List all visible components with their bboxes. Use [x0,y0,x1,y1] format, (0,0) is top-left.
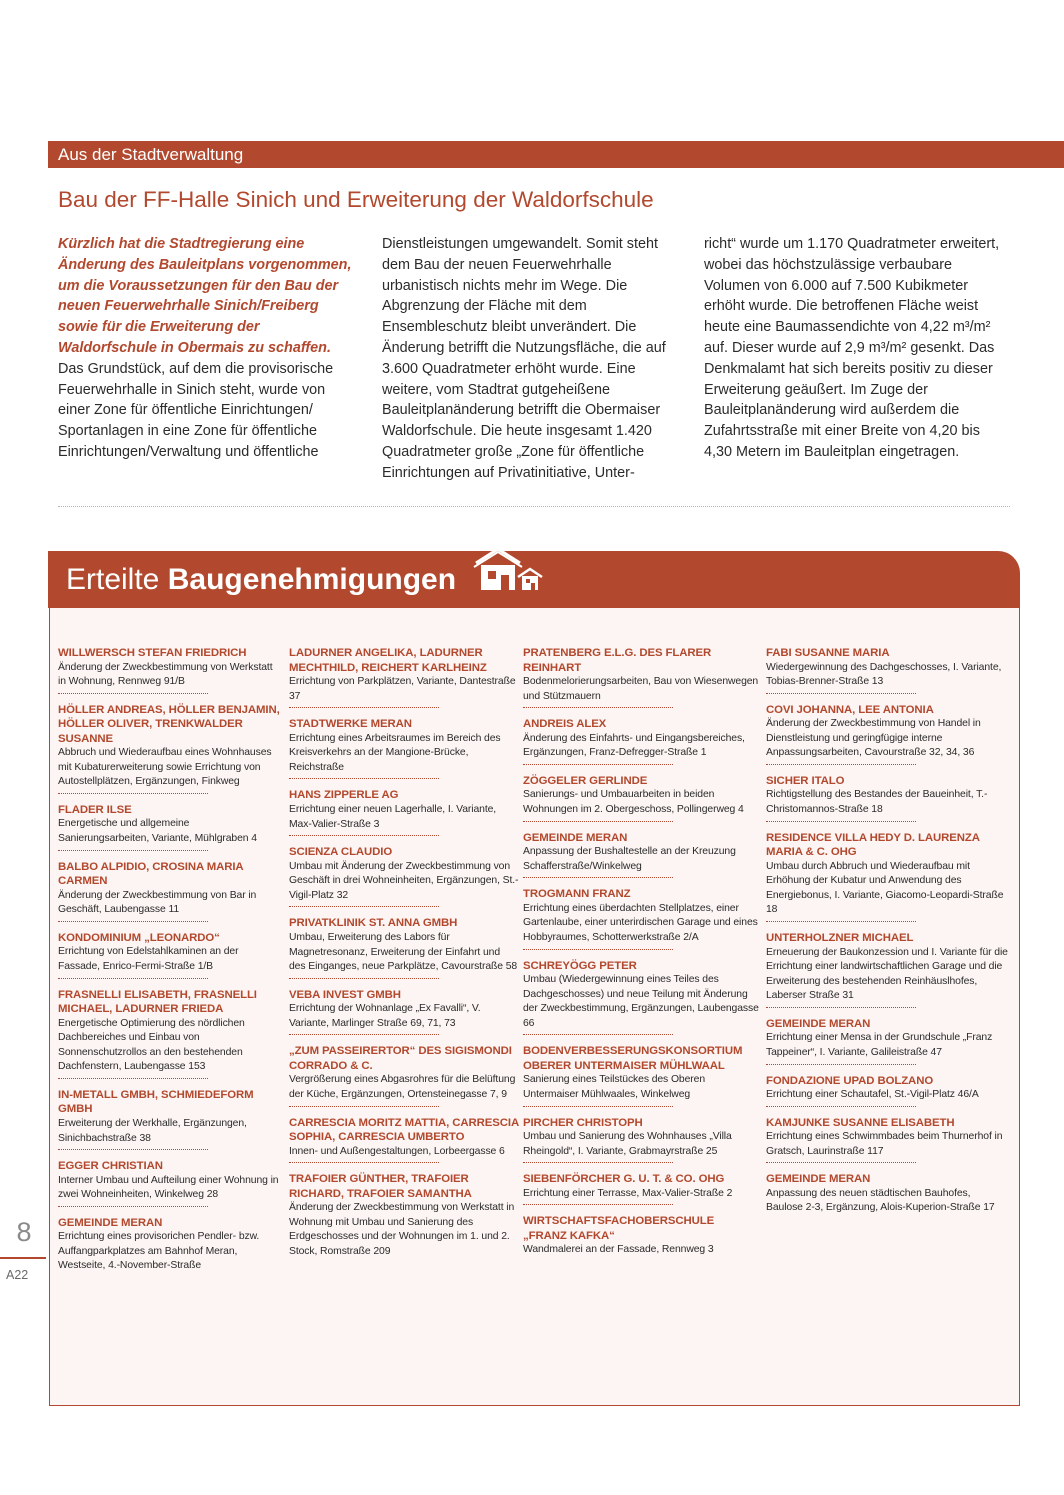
permit-description: Innen- und Außengestaltungen, Lorbeergasse 6 [289,1145,505,1157]
permit-holder: GEMEINDE MERAN [766,1017,871,1030]
permit-description: Bodenmelorierungsarbeiten, Bau von Wiesenwegen und Stützmauern [523,676,759,702]
permits-title-light: Erteilte [66,563,168,596]
permit-holder: SIEBENFÖRCHER G. U. T. & CO. OHG [523,1173,725,1186]
entry-separator [523,1204,673,1205]
permit-entry [289,1116,519,1164]
permit-entry [523,1044,759,1106]
entry-separator [58,1149,208,1150]
entry-separator [523,1106,673,1107]
permit-holder: KAMJUNKE SUSANNE ELISABETH [766,1116,955,1129]
permit-description: Änderung der Zweckbestimmung von Werkstatt in Wohnung mit Umbau und Sanierung des Erdgeschosses und der Wohnungen im 1. und 2. Stock, Romstraße 209 [289,1202,515,1257]
permit-entry [523,887,759,949]
permits-list [58,646,1018,1396]
permit-description: Umbau durch Abbruch und Wiederaufbau mit Erhöhung der Kubatur und Anwendung des Energiebonus, I. Variante, Giacomo-Leopardi-Straße 18 [766,860,1004,916]
permits-column [523,646,759,1267]
permit-holder: UNTERHOLZNER MICHAEL [766,932,914,945]
permit-description: Errichtung einer neuen Lagerhalle, I. Variante, Max-Valier-Straße 3 [289,803,497,830]
permit-entry [766,1116,1008,1164]
entry-separator [766,1064,916,1065]
permit-entry [766,1172,1008,1216]
permits-title-bold: Baugenehmigungen [167,563,457,596]
permit-entry [289,1044,519,1106]
permit-holder: PRATENBERG E.L.G. DES FLARER REINHART [523,647,712,674]
permit-holder: RESIDENCE VILLA HEDY D. LAURENZA MARIA & C. OHG [766,831,980,859]
permit-entry [58,1216,280,1274]
permit-entry [58,931,280,979]
permit-description: Errichtung von Parkplätzen, Variante, Dantestraße 37 [289,676,516,702]
entry-separator [523,877,673,878]
permit-description: Umbau mit Änderung der Zweckbestimmung von Geschäft in drei Wohneinheiten, Ergänzungen, St.-Vigil-Platz 32 [289,860,519,901]
permit-description: Errichtung einer Schautafel, St.-Vigil-Platz 46/A [766,1089,979,1101]
permit-description: Wiedergewinnung des Dachgeschosses, I. Variante, Tobias-Brenner-Straße 13 [766,661,1002,688]
permit-entry [58,1159,280,1207]
permit-entry [766,931,1008,1008]
permit-holder: KONDOMINIUM „LEONARDO“ [58,931,220,944]
entry-separator [58,1206,208,1207]
permit-holder: IN-METALL GMBH, SCHMIEDEFORM GMBH [58,1088,254,1116]
permit-entry [766,1074,1008,1107]
permit-description: Umbau, Erweiterung des Labors für Magnetresonanz, Erweiterung der Einfahrt und des Einganges, neue Parkplätze, Cavourstraße 58 [289,931,518,973]
permit-entry [766,831,1008,922]
permit-holder: FONDAZIONE UPAD BOLZANO [766,1074,934,1087]
permits-header [48,551,1020,608]
permit-entry [289,845,519,907]
permit-holder: HÖLLER ANDREAS, HÖLLER BENJAMIN, HÖLLER OLIVER, TRENKWALDER SUSANNE [58,703,280,745]
permit-description: Errichtung eines Arbeitsraumes im Bereich des Kreisverkehrs an der Mangione-Brücke, Reichstraße [289,732,501,773]
permit-holder: CARRESCIA MORITZ MATTIA, CARRESCIA SOPHIA, CARRESCIA UMBERTO [289,1116,519,1144]
permit-description: Anpassung des neuen städtischen Bauhofes, Baulose 2-3, Ergänzung, Alois-Kuperion-Straße 17 [766,1187,995,1214]
entry-separator [289,1162,439,1163]
entry-separator [58,921,208,922]
permits-column [766,646,1008,1225]
entry-separator [766,821,916,822]
entry-separator [289,707,439,708]
permit-holder: „ZUM PASSEIRERTOR“ DES SIGISMONDI CORRADO & C. [289,1045,512,1072]
permit-holder: PIRCHER CHRISTOPH [523,1116,643,1129]
permit-description: Energetische und allgemeine Sanierungsarbeiten, Variante, Mühlgraben 4 [58,818,257,845]
permit-entry [766,646,1008,694]
permit-entry [523,959,759,1036]
permit-entry [523,1172,759,1205]
permits-title [66,561,456,599]
entry-separator [58,850,208,851]
permit-description: Änderung der Zweckbestimmung von Handel in Dienstleistung und geringfügige interne Anpassungsarbeiten, Cavourstraße 32, 34, 36 [766,718,981,759]
article-column-1-text: Das Grundstück, auf dem die provisorische Feuerwehrhalle in Sinich steht, wurde von einer Zone für öffentliche Einrichtungen/ Sportanlagen in eine Zone für öffentliche Einrichtungen/Verwaltung und öffentliche [58,360,334,460]
permit-holder: HANS ZIPPERLE AG [289,789,399,802]
entry-separator [523,949,673,950]
permit-holder: SCIENZA CLAUDIO [289,846,393,859]
permit-entry [289,1172,519,1259]
permit-description: Errichtung einer Terrasse, Max-Valier-Straße 2 [523,1187,733,1199]
entry-separator [766,693,916,694]
entry-separator [766,1007,916,1008]
entry-separator [523,707,673,708]
permit-entry [58,1088,280,1150]
page-number-rule [0,1257,46,1259]
permit-holder: VEBA INVEST GMBH [289,988,401,1001]
permit-entry [766,1017,1008,1065]
article-title: Bau der FF-Halle Sinich und Erweiterung der Waldorfschule [58,187,654,212]
permit-description: Energetische Optimierung des nördlichen Dachbereiches und Einbau von Sonnenschutzrollos an den bestehenden Dachfenstern, Laubengasse 153 [58,1017,245,1073]
entry-separator [523,1162,673,1163]
permit-description: Errichtung einer Mensa in der Grundschule „Franz Tappeiner“, I. Variante, Galileistraße 47 [766,1032,993,1058]
entry-separator [289,906,439,907]
permit-holder: BODENVERBESSERUNGSKONSORTIUM OBERER UNTERMAISER MÜHLWAAL [523,1045,743,1072]
permit-description: Interner Umbau und Aufteilung einer Wohnung in zwei Wohneinheiten, Winkelweg 28 [58,1174,279,1201]
permit-description: Errichtung eines provisorichen Pendler- bzw. Auffangparkplatzes am Bahnhof Meran, Westseite, 4.-November-Straße [58,1231,260,1272]
permit-holder: SICHER ITALO [766,774,845,787]
permit-entry [289,788,519,836]
entry-separator [58,793,208,794]
permit-entry [58,646,280,694]
permit-description: Umbau und Sanierung des Wohnhauses „Villa Rheingold“, I. Variante, Grabmayrstraße 25 [523,1131,732,1157]
permit-entry [289,646,519,708]
permit-holder: GEMEINDE MERAN [58,1216,163,1229]
entry-separator [289,1106,439,1107]
entry-separator [58,978,208,979]
permit-description: Erneuerung der Baukonzession und I. Variante für die Errichtung einer landwirtschaftlichen Garage und die Erweiterung des bestehenden Reinhäuslhofes, Laberser Straße 31 [766,946,1008,1002]
permit-holder: GEMEINDE MERAN [766,1173,871,1186]
houses-icon [472,545,552,597]
permit-holder: GEMEINDE MERAN [523,831,628,844]
permit-description: Errichtung von Edelstahlkaminen an der Fassade, Enrico-Fermi-Straße 1/B [58,946,239,972]
permit-holder: ANDREIS ALEX [523,718,607,731]
permits-column [58,646,280,1283]
permit-description: Sanierung eines Teilstückes des Oberen Untermaiser Mühlwaales, Winkelweg [523,1074,705,1100]
permit-description: Sanierungs- und Umbauarbeiten in beiden Wohnungen im 2. Obergeschoss, Pollingerweg 4 [523,789,744,815]
permit-entry [523,717,759,765]
permit-description: Errichtung der Wohnanlage „Ex Favalli“, V. Variante, Marlinger Straße 69, 71, 73 [289,1003,481,1029]
permit-description: Änderung der Zweckbestimmung von Werkstatt in Wohnung, Rennweg 91/B [58,661,273,688]
entry-separator [523,821,673,822]
permit-entry [289,916,519,978]
permit-description: Erweiterung der Werkhalle, Ergänzungen, Sinichbachstraße 38 [58,1117,247,1144]
section-header: Aus der Stadtverwaltung [48,141,1064,168]
permit-description: Wandmalerei an der Fassade, Rennweg 3 [523,1244,714,1256]
section-divider [58,506,1010,507]
article-lead: Kürzlich hat die Stadtregierung eine Änderung des Bauleitplans vorgenommen, um die Voraussetzungen für den Bau der neuen Feuerwehrhalle Sinich/Freiberg sowie für die Erweiterung der Waldorfschule in Obermais zu schaffen. [58,236,352,356]
permit-description: Anpassung der Bushaltestelle an der Kreuzung Schafferstraße/Winkelweg [523,846,736,872]
permit-holder: TRAFOIER GÜNTHER, TRAFOIER RICHARD, TRAFOIER SAMANTHA [289,1173,472,1200]
entry-separator [766,1106,916,1107]
entry-separator [523,764,673,765]
permit-holder: TROGMANN FRANZ [523,888,631,901]
permit-entry [523,646,759,708]
entry-separator [289,778,439,779]
permit-holder: BALBO ALPIDIO, CROSINA MARIA CARMEN [58,860,244,888]
permit-holder: STADTWERKE MERAN [289,718,412,731]
article-column-2: Dienstleistungen umgewandelt. Somit steht dem Bau der neuen Feuerwehrhalle urbanistisch nichts mehr im Wege. Die Abgrenzung der Fläche mit dem Ensembleschutz bleibt unverändert. Die Änderung betrifft die Nutzungsfläche, die auf 3.600 Quadratmeter erhöht wurde. Eine weitere, vom Stadtrat gutgeheißene Bauleitplanänderung betrifft die Obermaiser Waldorfschule. Die heute insgesamt 1.420 Quadratmeter große „Zone für öffentliche Einrichtungen auf Privatinitiative, Unter- [382,236,666,481]
permit-entry [523,1214,759,1258]
permit-description: Umbau (Wiedergewinnung eines Teiles des Dachgeschosses) und neue Teilung mit Änderung der Zweckbestimmung, Ergänzungen, Laubengasse 66 [523,974,759,1029]
permit-entry [523,831,759,879]
article-body [58,234,1018,481]
permit-entry [523,774,759,822]
permit-description: Abbruch und Wiederaufbau eines Wohnhauses mit Kubaturerweiterung sowie Errichtung von Autostellplätzen, Ergänzungen, Finkweg [58,747,272,788]
article-column-3: richt“ wurde um 1.170 Quadratmeter erweitert, wobei das höchstzulässige verbaubare Volumen von 6.000 auf 7.500 Kubikmeter erhöht wurde. Die betroffenen Fläche weist heute eine Baumassendichte von 4,22 m³/m² auf. Dieser wurde auf 2,9 m³/m² gesenkt. Das Denkmalamt hat sich bereits positiv zu dieser Erweiterung geäußert. Im Zuge der Bauleitplanänderung wird außerdem die Zufahrtsstraße mit einer Breite von 4,20 bis 4,30 Metern im Bauleitplan eingetragen. [704,236,1000,460]
permit-description: Änderung der Zweckbestimmung von Bar in Geschäft, Laubengasse 11 [58,889,257,916]
entry-separator [289,835,439,836]
entry-separator [289,978,439,979]
permit-entry [58,860,280,922]
permit-holder: FABI SUSANNE MARIA [766,647,890,659]
permit-holder: FLADER ILSE [58,803,132,816]
permit-entry [523,1116,759,1164]
permit-description: Vergrößerung eines Abgasrohres für die Belüftung der Küche, Ergänzungen, Ortensteinegasse 7, 9 [289,1074,516,1100]
permit-entry [289,717,519,779]
article-column-1 [58,234,358,463]
permit-holder: EGGER CHRISTIAN [58,1160,163,1173]
permit-holder: WILLWERSCH STEFAN FRIEDRICH [58,647,247,659]
permit-entry [58,988,280,1079]
entry-separator [766,921,916,922]
entry-separator [58,693,208,694]
permit-entry [58,803,280,851]
permit-entry [766,774,1008,822]
permit-holder: FRASNELLI ELISABETH, FRASNELLI MICHAEL, LADURNER FRIEDA [58,988,257,1016]
permit-holder: LADURNER ANGELIKA, LADURNER MECHTHILD, REICHERT KARLHEINZ [289,647,487,674]
entry-separator [58,1078,208,1079]
entry-separator [523,1034,673,1035]
permit-holder: WIRTSCHAFTSFACHOBERSCHULE „FRANZ KAFKA“ [523,1215,715,1242]
permit-entry [766,703,1008,765]
page-code: A22 [6,1268,29,1282]
permit-holder: ZÖGGELER GERLINDE [523,774,648,787]
permit-entry [58,703,280,794]
permit-entry [289,988,519,1036]
permit-holder: SCHREYÖGG PETER [523,959,637,972]
entry-separator [766,1162,916,1163]
permit-description: Änderung des Einfahrts- und Eingangsbereiches, Ergänzungen, Franz-Defregger-Straße 1 [523,732,745,759]
permit-description: Errichtung eines Schwimmbades beim Thurnerhof in Gratsch, Laurinstraße 117 [766,1131,1003,1157]
permit-holder: COVI JOHANNA, LEE ANTONIA [766,703,934,716]
permit-holder: PRIVATKLINIK ST. ANNA GMBH [289,917,458,930]
page-number: 8 [16,1217,32,1247]
permits-column [289,646,519,1269]
permit-description: Richtigstellung des Bestandes der Baueinheit, T.-Christomannos-Straße 18 [766,789,988,816]
entry-separator [289,1034,439,1035]
permit-description: Errichtung eines überdachten Stellplatzes, einer Gartenlaube, einer unterirdischen Garage und eines Hobbyraumes, Schotterwerkstraße 2/A [523,902,758,943]
entry-separator [766,764,916,765]
